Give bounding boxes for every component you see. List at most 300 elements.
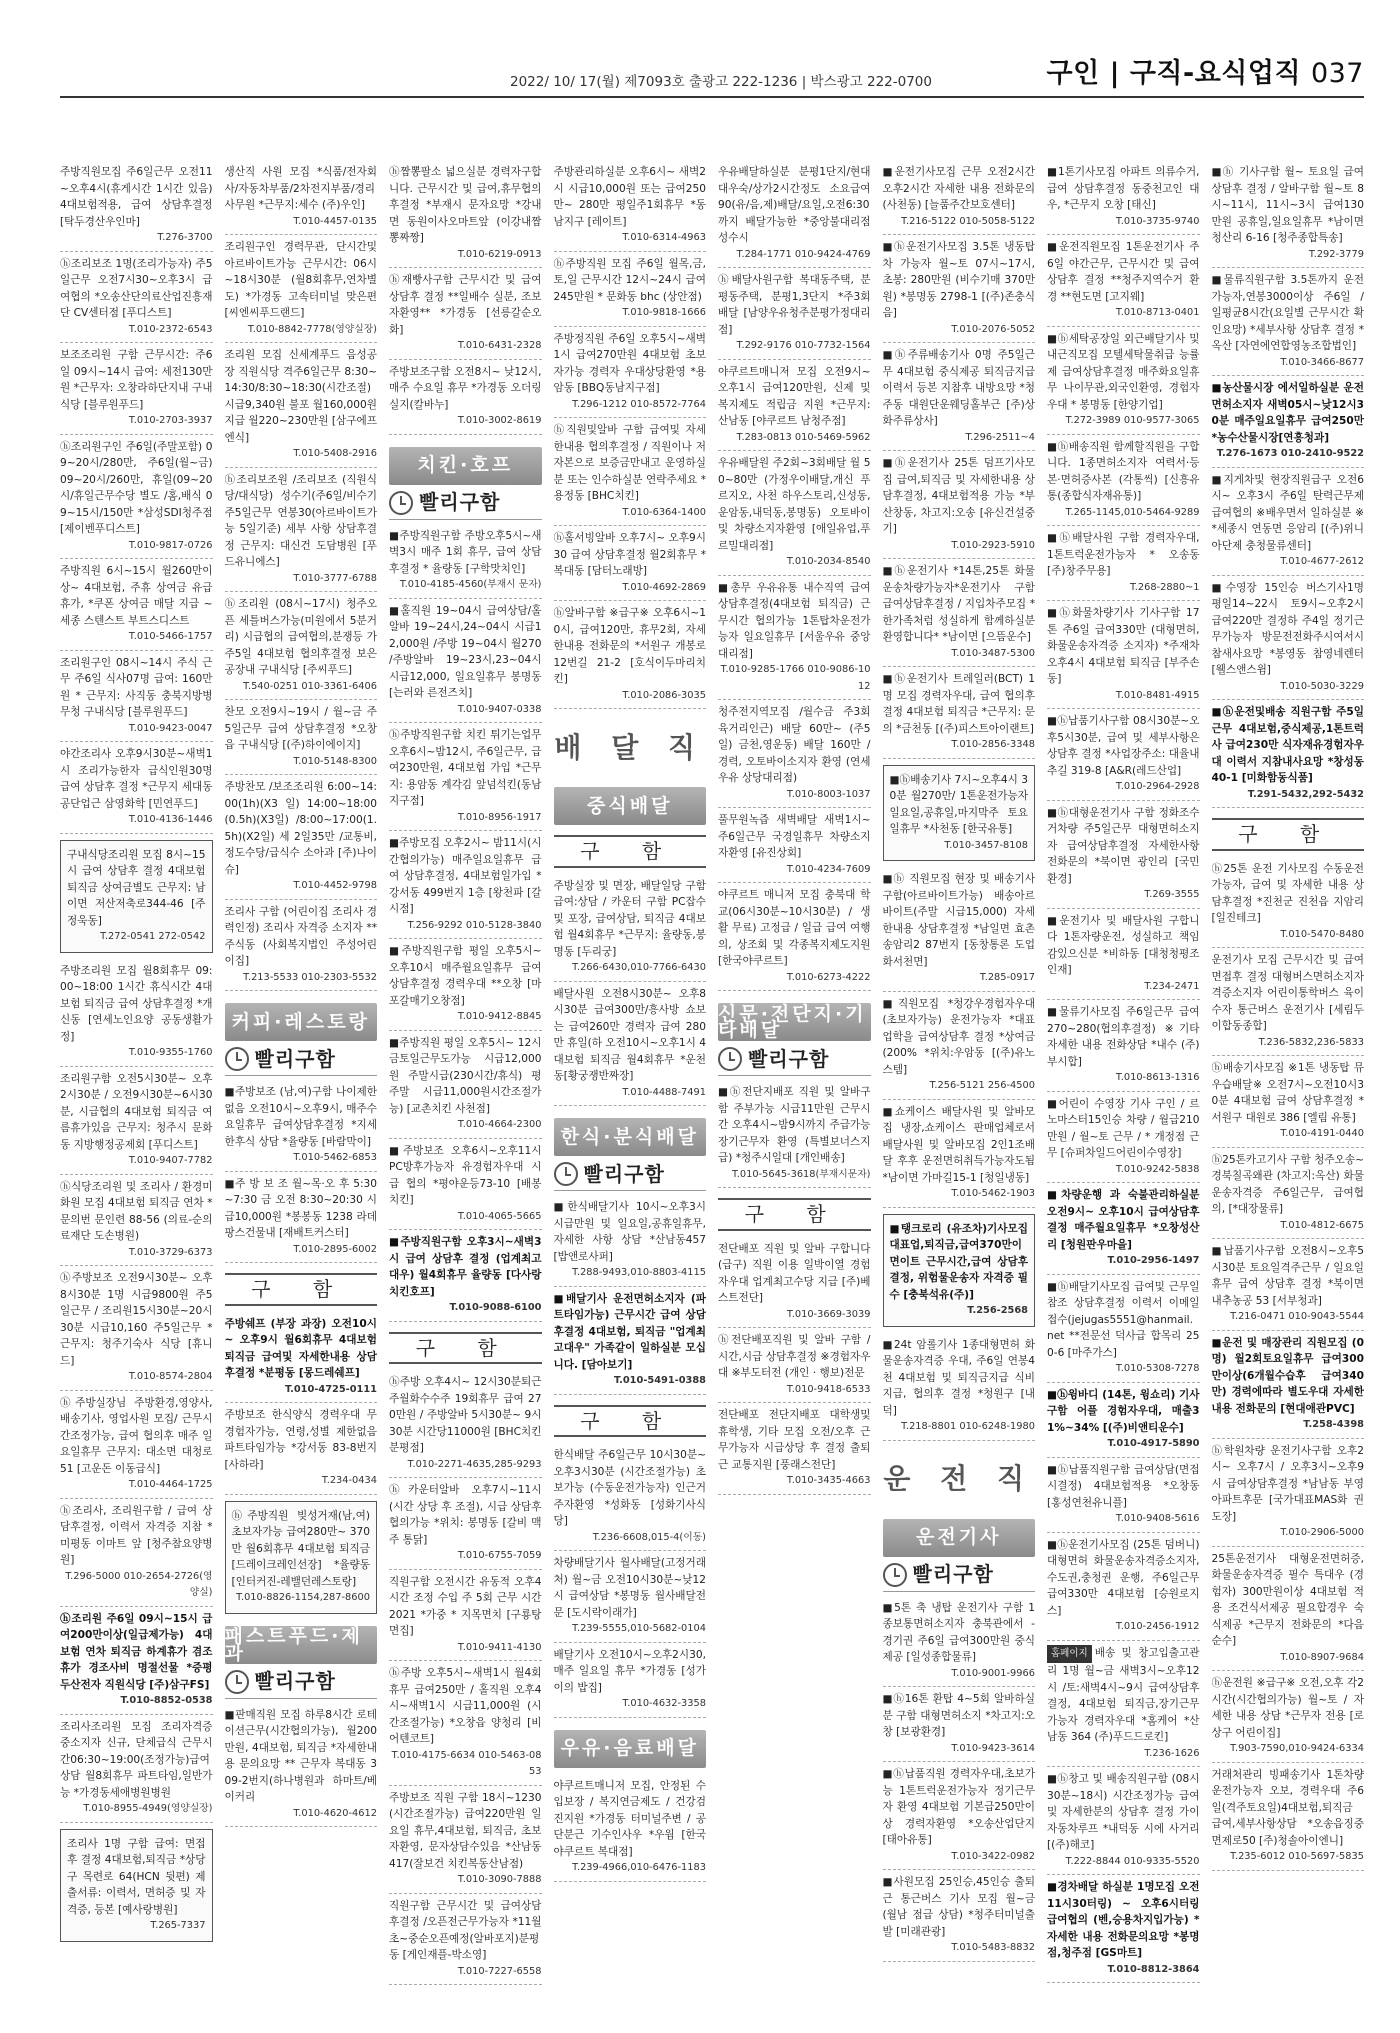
ad-text: ■운전 및 매장관리 직원모집 (0명) 월2회토요일휴무 급여300만이상(6개월수습후 급여340만) 경력에따라 별도우대 자세한내용 전화문의 [현대애관PVC] [1211,1336,1364,1415]
ad-phone: T.239-4966,010-6476-1183 [572,1862,706,1873]
classified-ad [60,1607,213,1715]
ad-text: ⓗ직원및알바 구함 급여및 자세한내용 협의후결정 / 직원이나 저자본으로 보증금만내고 운영하실분 또는 인수하실분 연락주세요 *용정동 [BHC치킨] [553,424,706,502]
ad-phone: T.010-8826-1154,287-8600 [236,1592,370,1603]
classified-ad [718,883,871,991]
ad-text: ■판매직원 모집 하루8시간 로테이션근무(시간협의가능), 월200만원, 4대보험, 퇴직금 *자세한내용 문의요망 ** 근무자 복대동 309-2번지(하나병원과 하마트/베이커리 [224,1708,377,1803]
classified-ad [225,1312,378,1404]
classified-ad [60,559,213,651]
ad-text: 주방보조구함 오전8시~ 낮12시, 매주 수요일 휴무 *가경동 오더링실지(칼바누] [389,365,542,411]
ad-text: 주방정직원 주6일 오후5시~새벽1시 급여270만원 4대보험 초보자가능 경력자 우대상당환영 *용암동 [BBQ동남지구점] [553,332,706,394]
category-banner: 운 전 직 [883,1462,1035,1496]
ad-text: ■주방모집 오후2시~ 밤11시(시간협의가능) 매주일요일휴무 급여 상담후결정, 4대보험일가입 *강서동 499번지 1층 [왕천파 [갈시점] [389,837,542,915]
ad-text: ■ⓗ주류배송기사 0명 주5일근무 4대보험 중식제공 퇴직금지급 이력서 등본 지참후 내방요망 *청주동 대원단운웨딩홀부근 [주)상화주류상사] [882,349,1035,427]
classified-ad [1212,857,1365,949]
ad-text: 조리사 1명 구함 급여: 면접 후 결정 4대보험,퇴직금 *상당구 목련로 64(HCN 뒷편) 제출서류: 이력서, 면허증 및 자격증, 등본 [예사랑병원] [67,1837,206,1916]
ad-text: ■지게차및 현장직원급구 오전6시~ 오후3시 주6일 탄력근무제 급여협의 ※배우면서 일하실분 ※ *세종시 연동면 응암리 [(주)위니아단제 충청물류센터] [1211,473,1364,552]
classified-ad [1047,1183,1200,1275]
ad-phone: T.010-5148-8300 [293,755,377,767]
classified-ad [389,1139,542,1231]
classified-ad [389,599,542,724]
ad-text: ⓗ주방직원 모집 주6일 월목,금,토,일 근무시간 12시~24시 급여 245만원 * 문화동 bhc (상안점) [553,257,706,303]
ad-phone: T.010-4452-9798 [293,880,377,891]
ad-text: ■ⓗ배달기사모집 급여및 근무일 참조 상담후결정 이력서 이메일접수(jejugas5551@hanmail.net **전문선 덕사급 합목리 250-6 [마주가스] [1047,1280,1200,1359]
classified-ad [718,1080,871,1188]
ad-text: 배달기사 오전10시~오후2시30, 매주 일요일 휴무 *가경동 [성가이의 밥집] [553,1648,706,1694]
column-1 [60,160,213,2030]
classified-ad [225,700,378,775]
classified-ad [883,867,1036,992]
classified-ad [1047,709,1200,801]
classified-ad [554,1287,707,1395]
ad-text: 직원구함 근무시간 및 급여상담후결정 /오픈전근무가능자 *11월 초~중순오픈예정(알바포지)분평동 [게인재플-박소영] [389,1899,542,1961]
classified-ad [718,360,871,452]
quick-hire-header [883,1563,1036,1592]
ad-phone: T.010-4065-5665 [457,1210,542,1222]
ad-phone: T.010-4136-1446 [128,814,213,825]
ad-phone: T.010-9355-1760 [128,1047,213,1058]
classified-ad [60,1266,213,1391]
classified-ad [554,418,707,526]
clock-icon [225,1670,249,1694]
hiring-header: 구 함 [225,1273,378,1306]
ad-text: 생산직 사원 모집 *식품/전자회사/자동차부품/2차전지부품/경리사무원 *근무지:세수 (주)우인] [224,166,377,211]
classified-ad [225,1080,378,1172]
ad-text: ⓗ운전원 ※급구※ 오전,오후 각2시간(시간협의가능) 월~토 / 자세한 내용 상담 *근무자 전용 [로 상구 어린이집] [1211,1677,1364,1739]
clock-icon [389,491,413,515]
ad-phone: T.265-7337 [150,1920,206,1931]
ad-text: ■물류직원구함 3.5톤까지 운전가능자,연봉3000이상 주6일 / 일평균8시간(요일별 근무시간 확인요망) *세부사항 상담후 결정 *옥산 [자연에연합영농조합법인] [1211,274,1364,352]
ad-text: 우유배달하실분 분평1단지/현대대우숙/상가2시간정도 소요급여90(유/음,제)배달/요일,오전6:30까지 배달가능한 *중앙불대리점 성수시 [718,166,871,244]
ad-text: ■배달기사 운전면허소지자 (파트타임가능) 근무시간 급여 상담후결정 4대보험, 퇴직금 "업계최고대우" 가족같이 일하실분 모십니다. [담아보기] [553,1292,706,1371]
classified-ad [60,651,213,743]
classified-ad [554,982,707,1107]
ad-text: ⓗ학원차량 운전기사구함 오후2시~ 오후7시 / 오후3시~오후9시 급여상담후결정 *남남동 부영아파트후문 [국가대표MAS화 권도장] [1211,1444,1364,1523]
section-title [1047,51,1364,90]
ad-phone: T.010-2076-5052 [951,323,1035,335]
ad-phone: T.010-2956-1497 [1107,1255,1200,1266]
ad-text: ⓗ배달사원구함 복대동주택, 분평동주택, 분평1,3단지 *주3회 배달 [남양우유청주분평가정대리점] [718,274,871,336]
ad-phone: T.010-5462-1903 [951,1188,1035,1199]
classified-ad [389,1370,542,1478]
ad-phone: T.010-4488-7491 [622,1086,706,1098]
ad-text: ■탱크로리 (유조차)기사모집대표업,퇴직금,급여370만이면이트 근무시간,급여 상담후결정, 위험물운송자 자격증 필수 [충북석유(주)] [889,1222,1028,1301]
ad-text: 야쿠르트 매니저 모집 충북대 학교(06시30분~10시30분) / 생활 무료) 고정급 / 일급 급여 여행의, 상조회 및 각종복지제도지원 [한국야쿠르트] [718,889,871,967]
classified-ad [718,576,871,701]
classified-ad [1047,1533,1200,1641]
ad-phone: T.239-5555,010-5682-0104 [572,1623,706,1634]
ad-text: ■ⓗ배송직원 함께할직원을 구합니다. 1종면허소지자 여력서·등본·면허증사본 (각통씩) [신흥유통(종합식자재유통)] [1047,440,1200,502]
classified-ad [60,435,213,560]
classified-ad [883,1214,1036,1327]
ad-phone: T.010-6431-2328 [457,340,542,351]
ad-phone: T.010-5466-1757 [128,631,213,642]
ad-phone: T.010-8842-7778(영양실장) [247,323,377,335]
ad-phone: T.272-3989 010-9577-3065 [1065,415,1200,426]
ad-text: 주방관리하실분 오후6시~ 새벽2시 시급10,000원 또는 급여250만~ 280만 평일주1회휴무 *동남지구 [레이트] [553,166,706,228]
ad-phone: T.010-2856-3348 [951,739,1035,750]
hiring-header: 구 함 [718,1198,871,1231]
ad-phone: T.010-6219-0913 [457,248,542,260]
ad-text: ■홀직원 19~04시 급여상담/홀알바 19~24시,24~04시 시급12,000원 /주방 19~04시 월270 /주방알바 19~23시,23~04시 시급12,000, 일요일휴무 봉명동 [는러와 른전즈치] [389,604,542,699]
classified-ad [60,1499,213,1607]
ad-text: ■경차배달 하실분 1명모집 오전11시30터링) ~ 오후6시터링 급여협의 (벤,승용차지입가능) * 자세한 내용 전화문의요망 *봉명점,청주점 [GS마트] [1047,1881,1200,1959]
ad-text: 주방쉐프 (부장 과장) 오전10시~ 오후9시 월6회휴무 4대보험 퇴직금 급여및 자세한내용 상담후결정 *분평동 [몽드레쉐프] [224,1317,377,1379]
category-banner: 신문·전단지·기타배달 [718,1003,871,1041]
ad-phone: T.010-9408-5616 [1115,1513,1200,1524]
ad-text: 운전기사 모집 근무시간 및 급여 면접후 결정 대형버스면허소지자 격증소지자 어린이통학버스 육이수자 통근버스 운전기사 [세림두이합동종합] [1211,954,1364,1032]
ad-phone: T.010-9407-7782 [128,1155,213,1166]
ad-text: ■ⓗ납품기사구함 08시30분~오후5시30분, 급여 및 세부사항은 상담후 결정 *사업장주소: 대율내추길 319-8 [A&R(레드산업] [1047,715,1200,777]
classified-ad [60,1391,213,1499]
ad-text: ⓗ조리보조원 /조리보조 (직원식당/대식당) 성수기(주6일/비수기주5일근무 연봉30(아르바이트가능 5일기준) 세부 사항 상담후결정 근무지: 대신건 도담병원 [푸드유니에스] [224,473,377,568]
ad-phone: T.010-8713-0401 [1115,307,1200,318]
ad-text: ⓗ알바구함 ※급구※ 오후6시~10시, 급여120만, 휴무2회, 자세한내용 전화문의 *서원구 개봉로12번길 21-2 [호식이두마리치킨] [553,607,706,685]
classified-ad [718,160,871,268]
classified-ad [554,1643,707,1718]
category-banner: 운전기사 [883,1519,1036,1557]
ad-text: ■농산물시장 에서일하실분 운전면허소지자 새벽05시~낮12시30분 매주일요일휴무 급여250만 *농수산물시장[연흥청과] [1211,382,1364,444]
ad-text: 풀무원녹즙 새벽배달 새벽1시~ 주6일근무 국경일휴무 차량소지자환영 [유진상회] [718,814,871,859]
ad-phone: T.010-8956-1917 [457,811,542,823]
column-6 [883,160,1036,2030]
classified-ad [1047,1275,1200,1383]
category-banner: 배 달 직 [554,730,706,764]
ad-phone: T.010-8003-1037 [786,788,871,800]
quick-hire-header [554,1162,707,1191]
ad-text: ■주방직원구함 평일 오후5시~오후10시 매주월요일휴무 급여상담후결정 경력우대 **오창 [마포갈매기오창점] [389,945,542,1007]
classified-ad [1047,1767,1200,1875]
classified-ad [1212,1439,1365,1547]
ad-phone: T.010-9411-4130 [457,1641,542,1653]
ad-text: 주방보조 한식양식 경력우대 무경험자가능, 연령,성별 제한없음 파트타임가능 *강서동 83-8번지 [사하라] [224,1409,377,1471]
ad-text: ⓗ짬뽕팔소 넓으실분 경력자구합니다. 근무시간 및 급여,휴무협의후결정 *부재시 문자요망 *강내면 동원이사오마트앞 (이강내짬뽕짜짱] [389,166,542,244]
ad-phone: T.268-2880~1 [1129,581,1200,593]
classified-ad [389,1478,542,1570]
ad-phone: T.010-3435-4663 [786,1475,871,1486]
ad-phone: T.234-0434 [321,1475,377,1486]
classified-ad [1212,1763,1365,1871]
ad-text: ■수영장 15인승 버스기사1명 평일14~22시 토9시~오후2시 급여220만 결정하 주4일 정기근무가능자 방문전전화주시여서시 참새사요망 *봉영동 참영네렌터 [웰스앤스윔] [1211,581,1364,676]
ad-text: ■ⓗ운전기사 트레일러(BCT) 1명 모집 경력자우대, 급여 협의후 결정 4대보험 퇴직금 *근무지: 문의 *금천동 [(주)피스트아이랜트] [882,673,1035,735]
classified-ad [1212,1056,1365,1148]
ad-phone: T.010-4464-1725 [128,1479,213,1490]
ad-phone: T.903-7590,010-9424-6334 [1230,1743,1364,1754]
classified-ad [554,1774,707,1882]
classified-ad [554,601,707,709]
ad-text: ■ⓗ운전기사 *14톤,25톤 화물운송차량가능자*운전기사 구함 급여상담후결정 / 지입차주모집 *한가족처럼 성실하게 함께하실분 환영합니다* *남이면 [으뜸운수] [882,565,1035,643]
ad-phone: T.010-4185-4560(부재시 문자) [399,579,542,590]
classified-ad [718,808,871,883]
classified-columns [60,160,1364,2030]
ad-phone: T.010-8955-4949(영양실장) [83,1803,213,1814]
classified-ad [554,327,707,419]
ad-text: ⓗ전단배포직원 및 알바 구함 / 시간,시급 상담후결정 ※경험자우대 ※부도터전 (개인 · 행보)전문 [718,1334,871,1379]
classified-ad [883,1596,1036,1688]
classified-ad [883,992,1036,1100]
classified-ad [883,343,1036,451]
ad-phone: T.010-2372-6543 [128,323,213,335]
ad-text: 주방직원모집 주6일근무 오전11~오후4시(휴게시간 1시간 있음) 4대보험적용, 급여 상담후결정 [탁두경산우인마] [60,166,213,228]
ad-phone: T.284-1771 010-9424-4769 [736,248,871,260]
ad-text: 주방보조 직원 구함 18시~1230(시간조절가능) 급여220만원 일요일 휴무,4대보험, 퇴직금, 초보자환영, 문자상담수있음 *산남동 417(잘보건 치킨복동산남점) [389,1791,542,1870]
clock-icon [883,1563,907,1587]
classified-ad [1212,948,1365,1056]
classified-ad [1047,1383,1200,1458]
ad-text: 조리원구인 경력무관, 단시간및 아르바이트가능 근무시간: 06시~18시30분 (월8회휴무,연차별도) *가경동 고속터미널 맞은편[씨엔씨푸드랜드] [224,241,377,319]
ad-phone: T.256-9292 010-5128-3840 [407,919,542,931]
classified-ad [1047,526,1200,601]
column-8 [1212,160,1365,2030]
ad-phone: T.010-6314-4963 [622,232,706,243]
ad-text: 주방실장 및 면장, 배달일당 구함 급여:상담 / 카운터 구함 PC잡수 및 포장, 급여상담, 퇴직금 4대보험 월4회휴무 *근무지: 율량동,봉명동 [두리궁] [553,879,706,958]
ad-text: ⓗ카운터알바 오후7시~11시 (시간 상당 후 조절), 시급 상담후협의가능 *위치: 봉명동 [갈비 맥주 통닭] [389,1484,542,1546]
ad-text: ■ⓗ16톤 환탑 4~5회 알바하실분 구함 대형면허소지 *차고지:오창 [보광환경] [882,1693,1035,1738]
ad-phone: T.288-9493,010-8803-4115 [572,1267,706,1278]
ad-phone: T.010-2456-1912 [1115,1621,1200,1632]
ad-text: 조리사 구함 (어린이집 조리사 경력인정) 조리사 자격증 소지자 **주식동 (사회복지법인 주성어린이집] [224,905,377,967]
ad-phone: T.010-4191-0440 [1280,1128,1364,1139]
classified-ad [389,160,542,268]
ad-text: ■납품기사구함 오전8시~오후5시30분 토요일격주근무 / 일요일 휴무 급여 상담후 결정 *북이면 내추농공 53 [서부청과] [1211,1245,1364,1307]
ad-phone: T.010-8481-4915 [1115,689,1200,701]
classified-ad [718,451,871,576]
ad-phone: T.010-9412-8845 [457,1011,542,1022]
ad-text: 조리원 모집 신세계푸드 음성공장 직원식당 격주6일근무 8:30~14:30/8:30~18:30(시간조절) 시급9,340원 불포 월160,000원 지급 월220~230만원 [삼구에프엔식] [224,349,377,444]
ad-text: 주방조리원 모집 월8회휴무 09:00~18:00 1시간 휴식시간 4대보험 퇴직금 급여 상담후결정 *개신동 [연세노인요양 공동생활가정] [60,964,213,1043]
classified-ad [60,1175,213,1267]
clock-icon [718,1047,742,1071]
ad-phone: T.010-8613-1316 [1115,1072,1200,1083]
classified-ad [1212,1239,1365,1331]
classified-ad [389,1894,542,1986]
ad-text: ⓗ주방 오후5시~새벽1시 월4회휴무 급여250만 / 홀직원 오후4시~새벽1시 시급11,000원 (시간조절가능) *오창읍 양청리 [비어텐코트] [389,1667,542,1745]
homepage-badge: 홈페이지 [1047,1645,1092,1664]
ad-phone: T.276-3700 [157,232,213,243]
hiring-header: 구 함 [1212,818,1365,851]
ad-phone: T.010-4457-0135 [293,215,377,227]
ad-phone: T.010-3669-3039 [786,1308,871,1320]
ad-phone: T.010-4632-3358 [622,1698,706,1709]
ad-text: ■주방보조 오후6시~오후11시 PC방후가능자 유경험자우대 시급 협의 *평야운등73-10 [배봉치킨] [389,1144,542,1206]
ad-text: ■ⓗ화물차량기사 기사구함 17톤 주6일 급여330만 (대형면허, 화물운송자격증 소지자) *주재차 오후4시 4대보험 퇴직금 [부주손동] [1047,607,1200,685]
column-2 [225,160,378,2030]
quick-hire-header [718,1047,871,1076]
ad-phone: T.218-8801 010-6248-1980 [901,1421,1035,1432]
classified-ad [554,160,707,252]
ad-phone: T.236-5832,236-5833 [1258,1036,1364,1048]
ad-phone: T.010-4234-7609 [786,863,871,875]
ad-text: ⓗ조리원 (08시~17시) 청주오픈 세틀버스가능(미원에서 5분거리) 시급협의 급여협의,분쟁등 가 주5일 4대보험 협의후결정 보은공장내 구내식당 [주씨푸드] [224,598,377,676]
ad-phone: T.265-1145,010-5464-9289 [1065,506,1200,518]
ad-text: ■주방보조 (남,여)구함 나이제한 없음 오전10시~오후9시, 매주수요일휴무 급여상담후결정 *지세한후식 상담 *율량동 [바람막이] [224,1086,377,1148]
ad-text: 거래처관리 빙패송기사 1톤차량운전가능자 오보, 경력우대 주6일(격주토요일)4대보험,퇴직금 급여,세부사항상담 *오송읍징중면제로50 [주)청솔아이엔니] [1211,1768,1364,1847]
ad-phone: T.010-4725-0111 [284,1383,377,1395]
ad-text: ⓗ주방실장님 주방환경,영양사, 배송기사, 영업사원 모집/ 근무시간조정가능, 급여 협의후 매주 일요일휴무 근무지: 대소면 대청로 51 [고운돈 이동급식] [60,1396,213,1475]
ad-text: 찬모 오전9시~19시 / 월~금 주5일근무 급여 상담후결정 *오창읍 구내식당 [(주)하이에이지] [224,706,377,751]
ad-phone: T.010-5491-0388 [613,1375,706,1386]
ad-phone: T.236-6608,015-4(이동) [592,1531,706,1543]
classified-ad [554,874,707,982]
classified-ad [60,160,213,252]
hiring-header: 구 함 [389,1332,542,1365]
ad-text: 청주전지역모집 /월수금 주3회 육거리인근) 배달 60만~ (주5일) 금천,영운동) 배달 160만 / 경력, 오토바이소지자 환영 (연세우유 상당대리점) [718,706,871,784]
ad-phone: T.010-2703-3937 [128,415,213,426]
column-3 [389,160,542,2030]
ad-text: ■주방직원 평일 오후5시~ 12시 금토일근무도가능 시급12,000원 주말시급(230시간/휴식) 평 주말 시급11,000원시간조절가능) [교촌치킨 사천점] [389,1036,542,1115]
ad-text: ■주방직원구함 주방오후5시~새벽3시 매주 1회 휴무, 급여 상담후결정 * 율량동 [구학맛치인] [389,529,542,575]
classified-ad [1212,468,1365,576]
ad-phone: T.010-5483-8832 [951,1942,1035,1953]
quick-hire-label: 빨리구함 [254,1046,336,1071]
ad-text: ■ⓗ납품직원 경력자우대,초보가능 1톤트럭운전가능자 정기근무자 환영 4대보험 기본급250만이상 경력자환영 *오송산업단지 [태아유통] [882,1768,1035,1846]
ad-text: 조리원구인 08시~14시 주식 근무 주6일 식사07명 급여: 160만원 * 근무지: 사직동 충북지방병무청 구내식당 [블루원푸드] [60,656,213,718]
ad-text: ■ⓗ 직원모집 현장 및 배송기사구함(아르바이트가능) 배송아르바이트(주말 시급15,000) 자세한내용 상담후결정 *남일면 효촌송암리2 87번지 [동창통론 도업화서천면] [882,873,1035,968]
classified-ad [883,1333,1036,1441]
classified-ad [389,723,542,831]
issue-info: 2022/ 10/ 17(월) 제7093호 출광고 222-1236 | 박스광고 222-0700 [510,74,932,90]
ad-phone: T.010-9285-1766 010-9086-1012 [720,664,871,692]
classified-ad [554,1551,707,1643]
ad-phone: T.010-7227-6558 [457,1965,542,1977]
classified-ad [883,160,1036,235]
ad-phone: T.010-3487-5300 [951,647,1035,659]
ad-text: 직원구함 오전시간 유동적 오후4시간 조정 수입 주 5회 근무 시간 2021 *가중 * 지목면치 [구룡탕면집] [389,1575,542,1637]
column-7 [1047,160,1200,2030]
ad-phone: T.276-1673 010-2410-9522 [1216,448,1364,459]
ad-text: ■쇼케이스 배달사원 및 알바모집 냉장,쇼케이스 판매업체로서 배달사원 및 알바모집 2인1조배달 후후 운전면허취득가능자도됨 *남이면 가마길15-1 [청일냉동] [882,1105,1035,1184]
ad-phone: T.216-0471 010-9043-5544 [1230,1311,1364,1322]
ad-phone: T.010-2271-4635,285-9293 [407,1458,542,1470]
ad-phone: T.010-3466-8677 [1280,356,1364,368]
ad-text: ⓗ주방 오후4시~ 12시30분퇴근 주월화수수주 19회휴무 급여 270만원 / 주방알바 5시30분~ 9시30분 시간당11000원 [BHC치킨 분평점] [389,1376,542,1454]
classified-ad [718,1403,871,1495]
classified-ad [1047,160,1200,235]
ad-phone: T.010-9242-5838 [1115,1163,1200,1175]
classified-ad [554,1195,707,1287]
ad-phone: T.256-2568 [967,1305,1028,1316]
ad-text: ⓗ25톤카고기사 구함 청주오송~경북칠곡왜관 (차고지:옥산) 화물운송자격증 주6일근무, 급여협의, [*대장물류] [1211,1153,1364,1215]
ad-text: ⓗ25톤 운전 기사모집 수동운전가능자, 급여 및 자세한 내용 상담후결정 *진천군 진천읍 지암리 [일진테크] [1211,862,1364,924]
quick-hire-header [389,491,542,520]
classified-ad [718,700,871,808]
ad-phone: T.010-6755-7059 [457,1550,542,1561]
ad-phone: T.010-2086-3035 [622,689,706,701]
ad-text: ■ⓗ납품직원구함 급여상담(면접시결정) 4대보험적용 *오창동 [홍성연천유니플] [1047,1463,1200,1509]
ad-phone: T.010-9817-0726 [128,539,213,551]
ad-text: ■운전기사모집 근무 오전2시간 오후2시간 자세한 내용 전화문의 (사천동) [늘품주간보호센터] [882,166,1035,211]
classified-ad [389,1661,542,1786]
classified-ad [1212,376,1365,468]
category-banner: 커피·레스토랑 [225,1003,378,1041]
ad-phone: T.010-3777-6788 [293,572,377,584]
ad-text: ■주방직원구함 오후3시~새벽3시 급여 상담후 결정 (업계최고대우) 월4회휴무 율량동 [다사랑 치킨호프] [389,1236,542,1298]
ad-text: 주방직원 6시~15시 월260만이상~ 4대보험, 주휴 상여금 유급휴가, *쿠폰 상여금 매달 지급 ~ 세종 스텐스트 부트스디스트 [60,565,213,627]
classified-ad [60,1829,213,1942]
ad-phone: T.266-6430,010-7766-6430 [572,962,706,973]
ad-text: ■24t 암롤기사 1종대형면허 화물운송자격증 우대, 주6일 연봉4천 4대보험 및 퇴직금지급 식비지급, 협의후 결정 *청원구 [내덕] [882,1338,1035,1417]
ad-phone: T.010-9001-9966 [951,1667,1035,1679]
column-5 [718,160,871,2030]
ad-text: ■ⓗ운전기사모집 3.5톤 냉동탑차 가능자 월~토 07시~17시, 초봉: 280만원 (비수기매 370만원) *봉명동 2798-1 [(주)존충식음] [882,241,1035,319]
clock-icon [225,1047,249,1071]
category-banner: 한식·분식배달 [554,1118,707,1156]
classified-ad [883,235,1036,343]
ad-phone: T.272-0541 272-0542 [100,931,206,942]
ad-phone: T.010-9423-3614 [951,1742,1035,1754]
classified-ad [883,1870,1036,1962]
ad-phone: T.010-4692-2869 [622,581,706,593]
classified-ad [554,1443,707,1551]
ad-phone: T.010-9423-0047 [128,722,213,734]
ad-phone: T.010-9418-6533 [786,1383,871,1395]
classified-ad [1047,1458,1200,1533]
ad-phone: T.291-5432,292-5432 [1247,788,1364,800]
classified-ad [389,1786,542,1894]
classified-ad [554,526,707,601]
classified-ad [389,939,542,1031]
ad-phone: T.010-9407-0338 [457,703,542,715]
classified-ad [1047,327,1200,435]
ad-phone: T.010-8907-9684 [1280,1651,1364,1663]
ad-phone: T.010-5470-8480 [1280,928,1364,940]
ad-text: ■운전직원모집 1톤운전기사 주6일 야간근무, 근무시간 및 급여 상담후 결정 **청주지역수거 환경 **현도면 [고지웨] [1047,241,1200,303]
ad-phone: T.234-2471 [1144,980,1200,992]
ad-phone: T.010-3090-7888 [457,1874,542,1885]
category-banner: 치킨·호프 [389,447,542,485]
ad-phone: T.010-3422-0982 [951,1850,1035,1862]
ad-phone: T.010-2895-6002 [293,1243,377,1255]
ad-phone: T.296-5000 010-2654-2726(영양실) [65,1570,213,1598]
ad-phone: T.010-5462-6853 [293,1152,377,1163]
ad-phone: T.010-5645-3618(부재시문자) [731,1168,871,1180]
classified-ad [1212,1547,1365,1672]
classified-ad [1212,268,1365,376]
ad-text: 야쿠르트매니저 모집, 안정된 수입보장 / 복지연금제도 / 건강검진지원 *가경동 터미널주변 / 공단분근 기수인사우 *우웜 [한국야쿠르트 복대점] [553,1779,706,1858]
classified-ad [1212,1671,1365,1763]
classified-ad [389,1570,542,1662]
ad-phone: T.292-9176 010-7732-1564 [736,340,871,351]
quick-hire-label: 빨리구함 [254,1669,336,1694]
ad-text: 구내식당조리원 모집 8시~15시 급여 상담후 결정 4대보험 퇴직금 상여금별도 근무지: 남이면 저산저축로344-46 [주정욱동] [67,848,206,927]
ad-phone: T.010-9818-1666 [622,307,706,318]
classified-ad [225,775,378,900]
ad-phone: T.258-4398 [1303,1419,1364,1430]
ad-phone: T.283-0813 010-5469-5962 [736,431,871,443]
ad-text: ⓗ배송기사모집 ※1톤 냉동탑 뮤우습배달※ 오전7시~오전10시30분 4대보험 급여 상담후결정 *서원구 대원로 386 [엘림 유통] [1211,1062,1364,1124]
classified-ad [60,742,213,834]
classified-ad [60,252,213,344]
masthead [60,0,1364,98]
ad-phone: T.010-4677-2612 [1280,556,1364,567]
ad-text: ■1톤기사모집 아파트 의류수거, 급여 상담후결정 동중천고인 대우, *근무지 오창 [태신] [1047,166,1200,211]
ad-phone: T.010-3729-6373 [128,1246,213,1258]
classified-ad [389,831,542,939]
classified-ad [225,468,378,593]
classified-ad [389,360,542,435]
classified-ad [883,559,1036,667]
ad-text: ■직원모집 *청강우경험자우대 (초보자가능) 운전가능자 *대표업학을 급여상담후 결정 *상여금(200% *위치:우암동 [(주)유노스템] [882,997,1035,1076]
ad-phone: T.010-6273-4222 [786,971,871,983]
quick-hire-header [225,1670,378,1699]
classified-ad [1047,909,1200,1001]
ad-text: ■운전기사 및 배달사원 구합니다 1톤자량운전, 성실하고 책임감있으신분 *비하동 [대청청평조인재] [1047,914,1200,976]
ad-text: ■어린이 수영장 기사 구인 / 르노마스터15인승 차량 / 월급210만원 / 월~토 근무 / * 개정점 근무 [슈퍼차일드어린이수영장] [1047,1097,1200,1159]
classified-ad [1047,801,1200,909]
ad-phone: T.010-4620-4612 [293,1807,377,1819]
ad-phone: T.010-6364-1400 [622,506,706,518]
ad-phone: T.010-3002-8619 [457,415,542,426]
hiring-header: 구 함 [554,1405,707,1438]
